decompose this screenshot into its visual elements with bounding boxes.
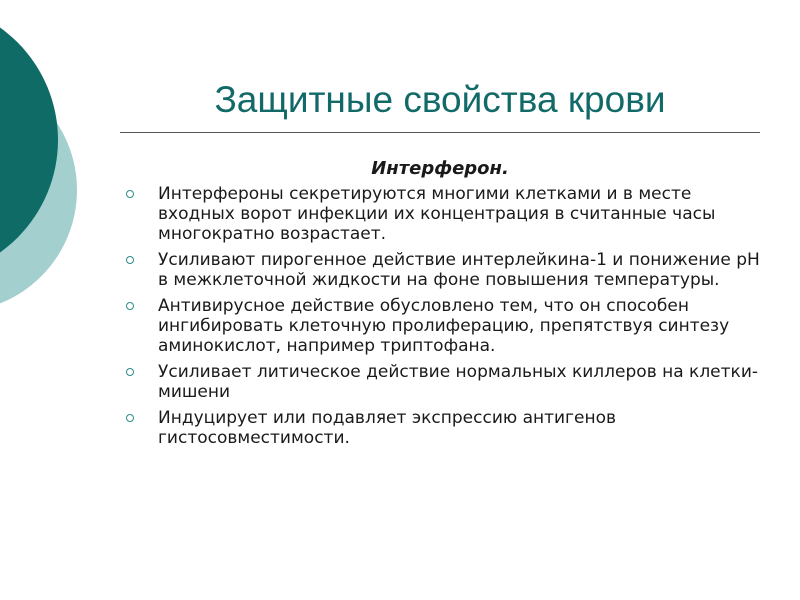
circle-bullet-icon — [126, 256, 134, 264]
title-divider — [120, 132, 760, 133]
bullet-text: Интерфероны секретируются многими клетками и в месте входных ворот инфекции их концентрация в считанные часы многократно возрастает. — [158, 184, 716, 244]
slide-subheading: Интерферон. — [371, 158, 509, 179]
circle-bullet-icon — [126, 302, 134, 310]
light-teal-circle — [0, 68, 77, 312]
slide-title: Защитные свойства крови — [214, 79, 666, 120]
bullet-text: Усиливают пирогенное действие интерлейкина-1 и понижение pH в межклеточной жидкости на фоне повышения температуры. — [158, 250, 760, 290]
bullet-item — [126, 184, 766, 244]
circle-bullet-icon — [126, 414, 134, 422]
bullet-item — [126, 296, 766, 356]
bullet-item — [126, 408, 766, 448]
bullet-text: Усиливает литическое действие нормальных киллеров на клетки-мишени — [158, 362, 758, 402]
bullet-text: Индуцирует или подавляет экспрессию антигенов гистосовместимости. — [158, 408, 616, 448]
bullet-list — [126, 184, 766, 454]
dark-teal-circle — [0, 2, 58, 278]
circle-bullet-icon — [126, 190, 134, 198]
bullet-item — [126, 250, 766, 290]
bullet-item — [126, 362, 766, 402]
circle-bullet-icon — [126, 368, 134, 376]
bullet-text: Антивирусное действие обусловлено тем, что он способен ингибировать клеточную пролиферацию, препятствуя синтезу аминокислот, например триптофана. — [158, 296, 730, 356]
